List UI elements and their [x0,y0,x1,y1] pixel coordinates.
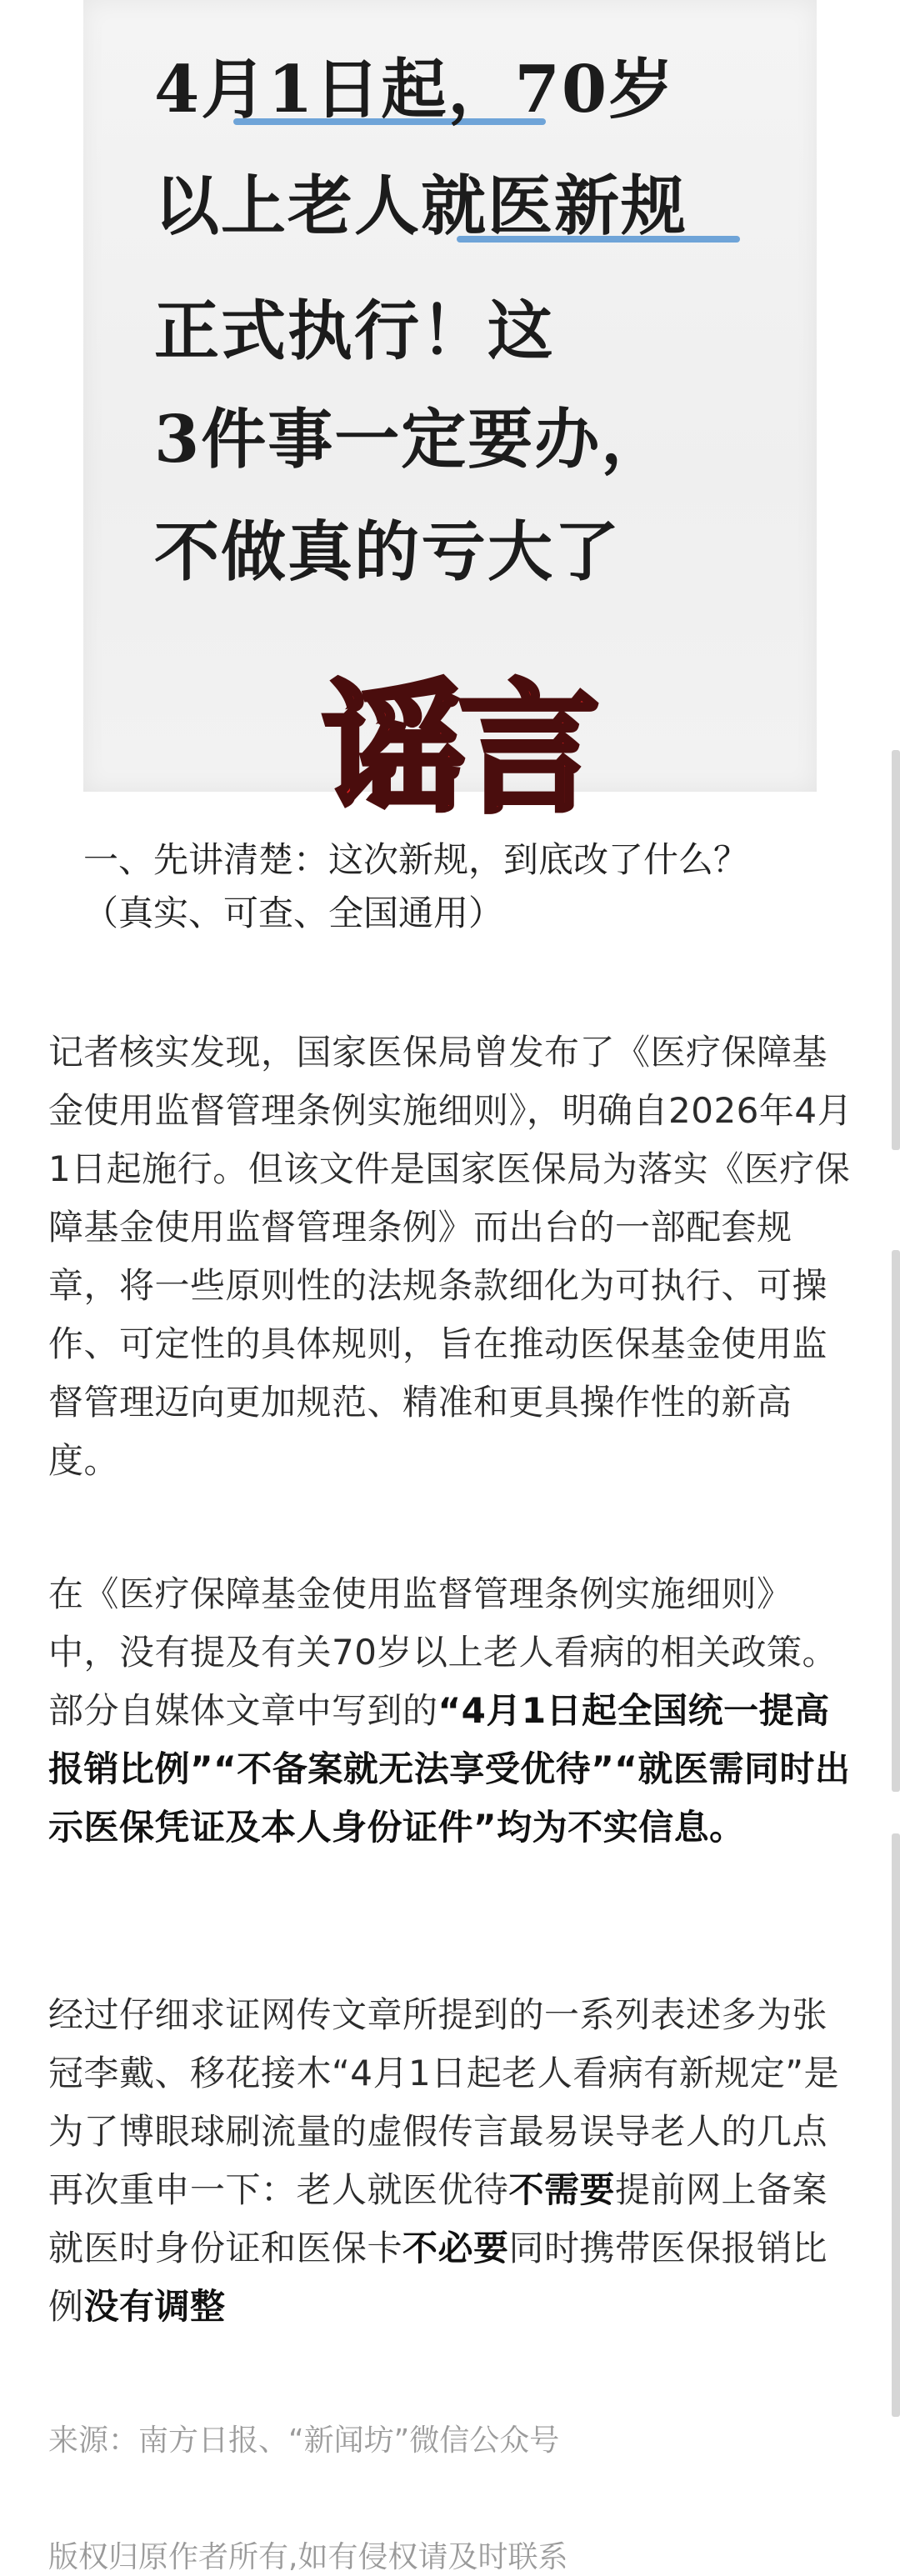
scrollbar[interactable] [892,750,900,2565]
hero-line-2: 以上老人就医新规 [154,168,688,244]
paragraph-3-bold-2: 不必要 [402,2228,509,2268]
paragraph-3-text-1: 经过仔细求证网传文章所提到的一系列表述多为张冠李戴、移花接木“4月1日起老人看病有新规定”是为了博眼球刷流量的虚假传言最易误导老人的几点再次重申一下：老人就医优待 [48,1994,839,2210]
scrollbar-segment [892,1833,900,2417]
paragraph-2-bold: “4月1日起全国统一提高报销比例”“不备案就无法享受优待”“就医需同时出示医保凭证及本人身份证件”均为不实信息。 [48,1690,851,1848]
paragraph-3-text-3: 同时携带医保报销比例 [48,2228,828,2327]
scrollbar-segment [892,1250,900,1792]
rumor-stamp: 谣言 [322,668,593,833]
paragraph-3-bold-3: 没有调整 [83,2286,226,2327]
hero-line-1: 4月1日起，70岁 [154,52,676,128]
source-note: 来源：南方日报、“新闻坊”微信公众号 [48,2423,560,2458]
hero-line-5: 不做真的亏大了 [154,514,622,590]
paragraph-3-bold-1: 不需要 [508,2169,616,2210]
article-paragraph-3 [48,1986,857,2336]
article-paragraph-1: 记者核实发现，国家医保局曾发布了《医疗保障基金使用监督管理条例实施细则》，明确自2026年4月1日起施行。但该文件是国家医保局为落实《医疗保障基金使用监督管理条例》而出台的一部配套规章，将一些原则性的法规条款细化为可执行、可操作、可定性的具体规则，旨在推动医保基金使用监督管理迈向更加规范、精准和更具操作性的新高度。 [48,1032,853,1481]
hero-line-3: 正式执行！这 [154,293,555,369]
section-heading: 一、先讲清楚：这次新规，到底改了什么？（真实、可查、全国通用） [83,839,749,933]
hero-line-4: 3件事一定要办， [154,402,668,478]
article-paragraph-2 [48,1565,857,1857]
paragraph-2-text: 在《医疗保障基金使用监督管理条例实施细则》中，没有提及有关70岁以上老人看病的相关政策。部分自媒体文章中写到的 [48,1573,838,1731]
scrollbar-thumb[interactable] [892,750,900,1150]
copyright-note: 版权归原作者所有,如有侵权请及时联系 [48,2540,568,2574]
paragraph-3-text-2: 提前网上备案就医时身份证和医保卡 [48,2169,828,2268]
